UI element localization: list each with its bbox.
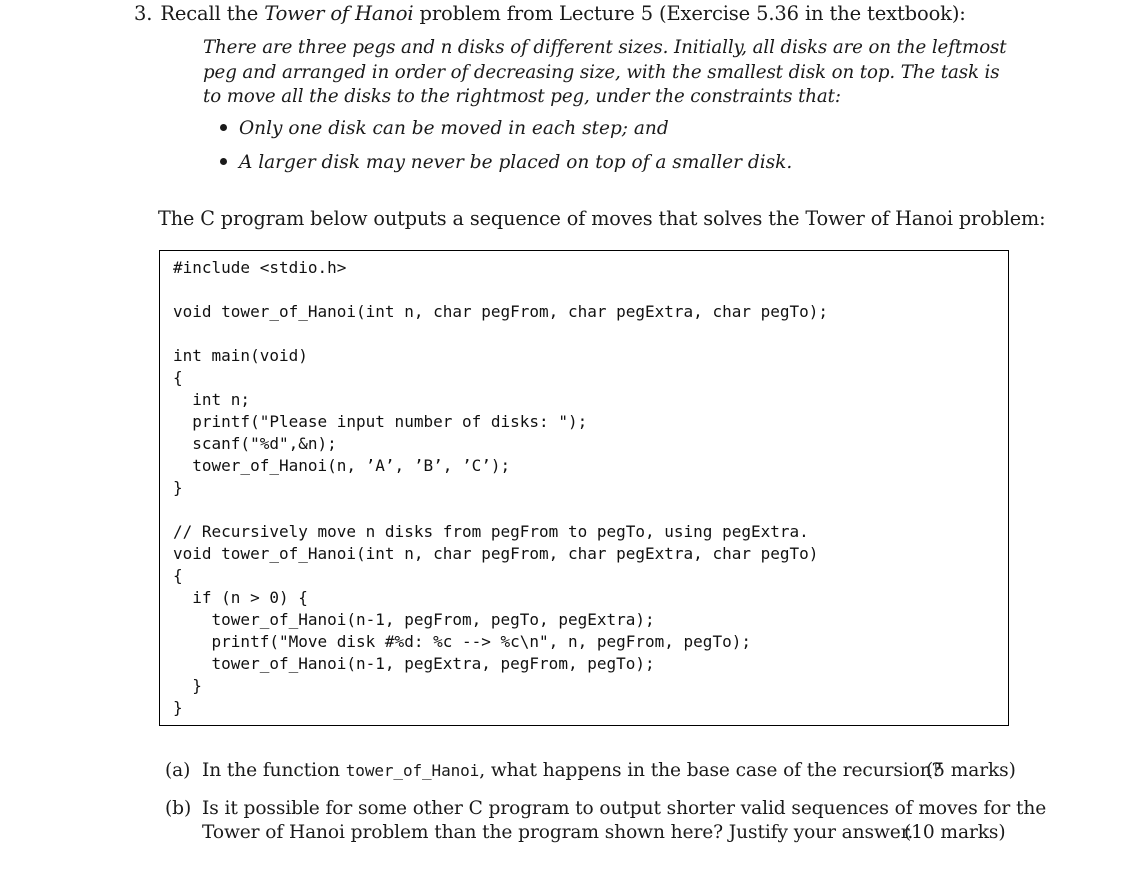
code-listing-box (159, 250, 1009, 726)
code-line: printf("Please input number of disks: "); (173, 412, 588, 431)
part-a-code: tower_of_Hanoi (345, 761, 480, 780)
constraint-item-1 (220, 117, 669, 141)
part-a (165, 759, 942, 783)
code-line: if (n > 0) { (173, 588, 308, 607)
code-line: #include <stdio.h> (173, 258, 347, 277)
code-line: scanf("%d",&n); (173, 434, 337, 453)
intro-line-2: peg and arranged in order of decreasing size, with the smallest disk on top. The task is (203, 61, 1000, 83)
code-line: tower_of_Hanoi(n-1, pegExtra, pegFrom, pegTo); (173, 654, 655, 673)
heading-text-end: problem from Lecture 5 (Exercise 5.36 in the textbook): (413, 2, 966, 25)
code-line: } (173, 698, 183, 717)
part-a-marks: (5 marks) (926, 760, 1016, 781)
part-b-label: (b) (165, 798, 192, 819)
code-line: void tower_of_Hanoi(int n, char pegFrom, char pegExtra, char pegTo) (173, 544, 819, 563)
code-line: { (173, 368, 183, 387)
intro-line-3: to move all the disks to the rightmost peg, under the constraints that: (203, 86, 841, 107)
code-line: } (173, 478, 183, 497)
question-number: 3. (134, 2, 153, 25)
constraint-text-1: Only one disk can be moved in each step; and (239, 118, 669, 139)
part-a-text-start: In the function (202, 760, 346, 781)
part-b-line-2: Tower of Hanoi problem than the program shown here? Justify your answer. (202, 822, 914, 843)
bullet-icon (220, 158, 227, 165)
code-line: printf("Move disk #%d: %c --> %c\n", n, pegFrom, pegTo); (173, 632, 751, 651)
heading-italic-title: Tower of Hanoi (264, 2, 414, 25)
constraint-item-2 (220, 151, 792, 175)
part-b-marks: (10 marks) (904, 822, 1006, 843)
code-line: { (173, 566, 183, 585)
code-line: void tower_of_Hanoi(int n, char pegFrom, char pegExtra, char pegTo); (173, 302, 829, 321)
code-line: } (173, 676, 202, 695)
code-listing (173, 257, 828, 719)
part-b (165, 797, 1046, 821)
code-line: // Recursively move n disks from pegFrom to pegTo, using pegExtra. (173, 522, 809, 541)
problem-description (203, 36, 1007, 110)
part-a-label: (a) (165, 760, 191, 781)
part-b-line-1: Is it possible for some other C program to output shorter valid sequences of moves for the (202, 798, 1047, 819)
bullet-icon (220, 124, 227, 131)
intro-line-1: There are three pegs and n disks of different sizes. Initially, all disks are on the leftmost (203, 37, 1007, 58)
code-line: int main(void) (173, 346, 308, 365)
heading-text-start: Recall the (160, 2, 265, 25)
constraint-text-2: A larger disk may never be placed on top of a smaller disk. (239, 152, 793, 173)
question-heading (134, 2, 966, 26)
code-line: int n; (173, 390, 251, 409)
part-a-text-end: , what happens in the base case of the recursion? (479, 760, 942, 781)
code-line: tower_of_Hanoi(n-1, pegFrom, pegTo, pegExtra); (173, 610, 655, 629)
program-intro: The C program below outputs a sequence of moves that solves the Tower of Hanoi problem: (158, 207, 1046, 230)
code-line: tower_of_Hanoi(n, ’A’, ’B’, ’C’); (173, 456, 511, 475)
